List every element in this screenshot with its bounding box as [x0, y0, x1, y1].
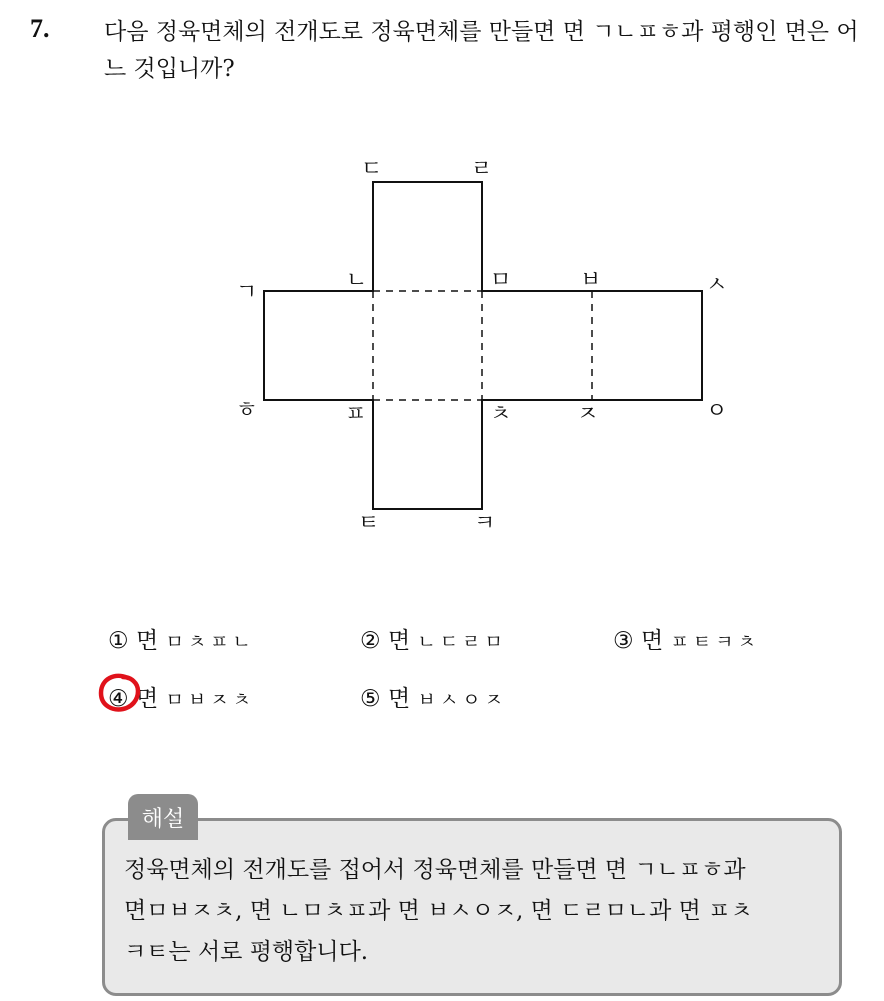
question-text: 다음 정육면체의 전개도로 정육면체를 만들면 면 ㄱㄴㅍㅎ과 평행인 면은 어느 것입니까? — [104, 19, 859, 82]
vertex-label: ㅁ — [490, 268, 512, 293]
explanation-line: ㅋㅌ는 서로 평행합니다. — [124, 939, 369, 965]
answer-circle-mark — [98, 673, 142, 713]
choice-2[interactable]: ② 면 ㄴㄷㄹㅁ — [360, 628, 507, 654]
vertex-label: ㅂ — [580, 268, 602, 293]
vertex-label: ㅈ — [577, 402, 599, 427]
explanation-tab-label: 해설 — [141, 807, 185, 832]
question-number: 7. — [30, 14, 50, 43]
vertex-label: ㅋ — [474, 511, 496, 536]
vertex-label: ㄹ — [471, 157, 493, 182]
choice-4[interactable]: ④ 면 ㅁㅂㅈㅊ — [108, 680, 255, 713]
explanation-line: 정육면체의 전개도를 접어서 정육면체를 만들면 면 ㄱㄴㅍㅎ과 — [124, 857, 746, 883]
explanation-text — [124, 850, 836, 973]
vertex-label: ㅎ — [236, 398, 258, 423]
explanation-tab — [128, 794, 198, 840]
vertex-label: ㅌ — [358, 511, 380, 536]
choice-5[interactable]: ⑤ 면 ㅂㅅㅇㅈ — [360, 686, 507, 712]
choice-1[interactable]: ① 면 ㅁㅊㅍㄴ — [108, 628, 255, 654]
choice-3[interactable]: ③ 면 ㅍㅌㅋㅊ — [613, 628, 760, 654]
vertex-label: ㄷ — [361, 157, 383, 182]
vertex-label: ㅇ — [706, 399, 728, 424]
vertex-label: ㅍ — [345, 402, 367, 427]
net-outline — [264, 182, 702, 509]
vertex-label: ㄴ — [346, 268, 368, 293]
vertex-label: ㄱ — [236, 280, 258, 305]
vertex-label: ㅊ — [490, 402, 512, 427]
explanation-line: 면ㅁㅂㅈㅊ, 면 ㄴㅁㅊㅍ과 면 ㅂㅅㅇㅈ, 면 ㄷㄹㅁㄴ과 면 ㅍㅊ — [124, 898, 753, 924]
vertex-label: ㅅ — [706, 273, 728, 298]
